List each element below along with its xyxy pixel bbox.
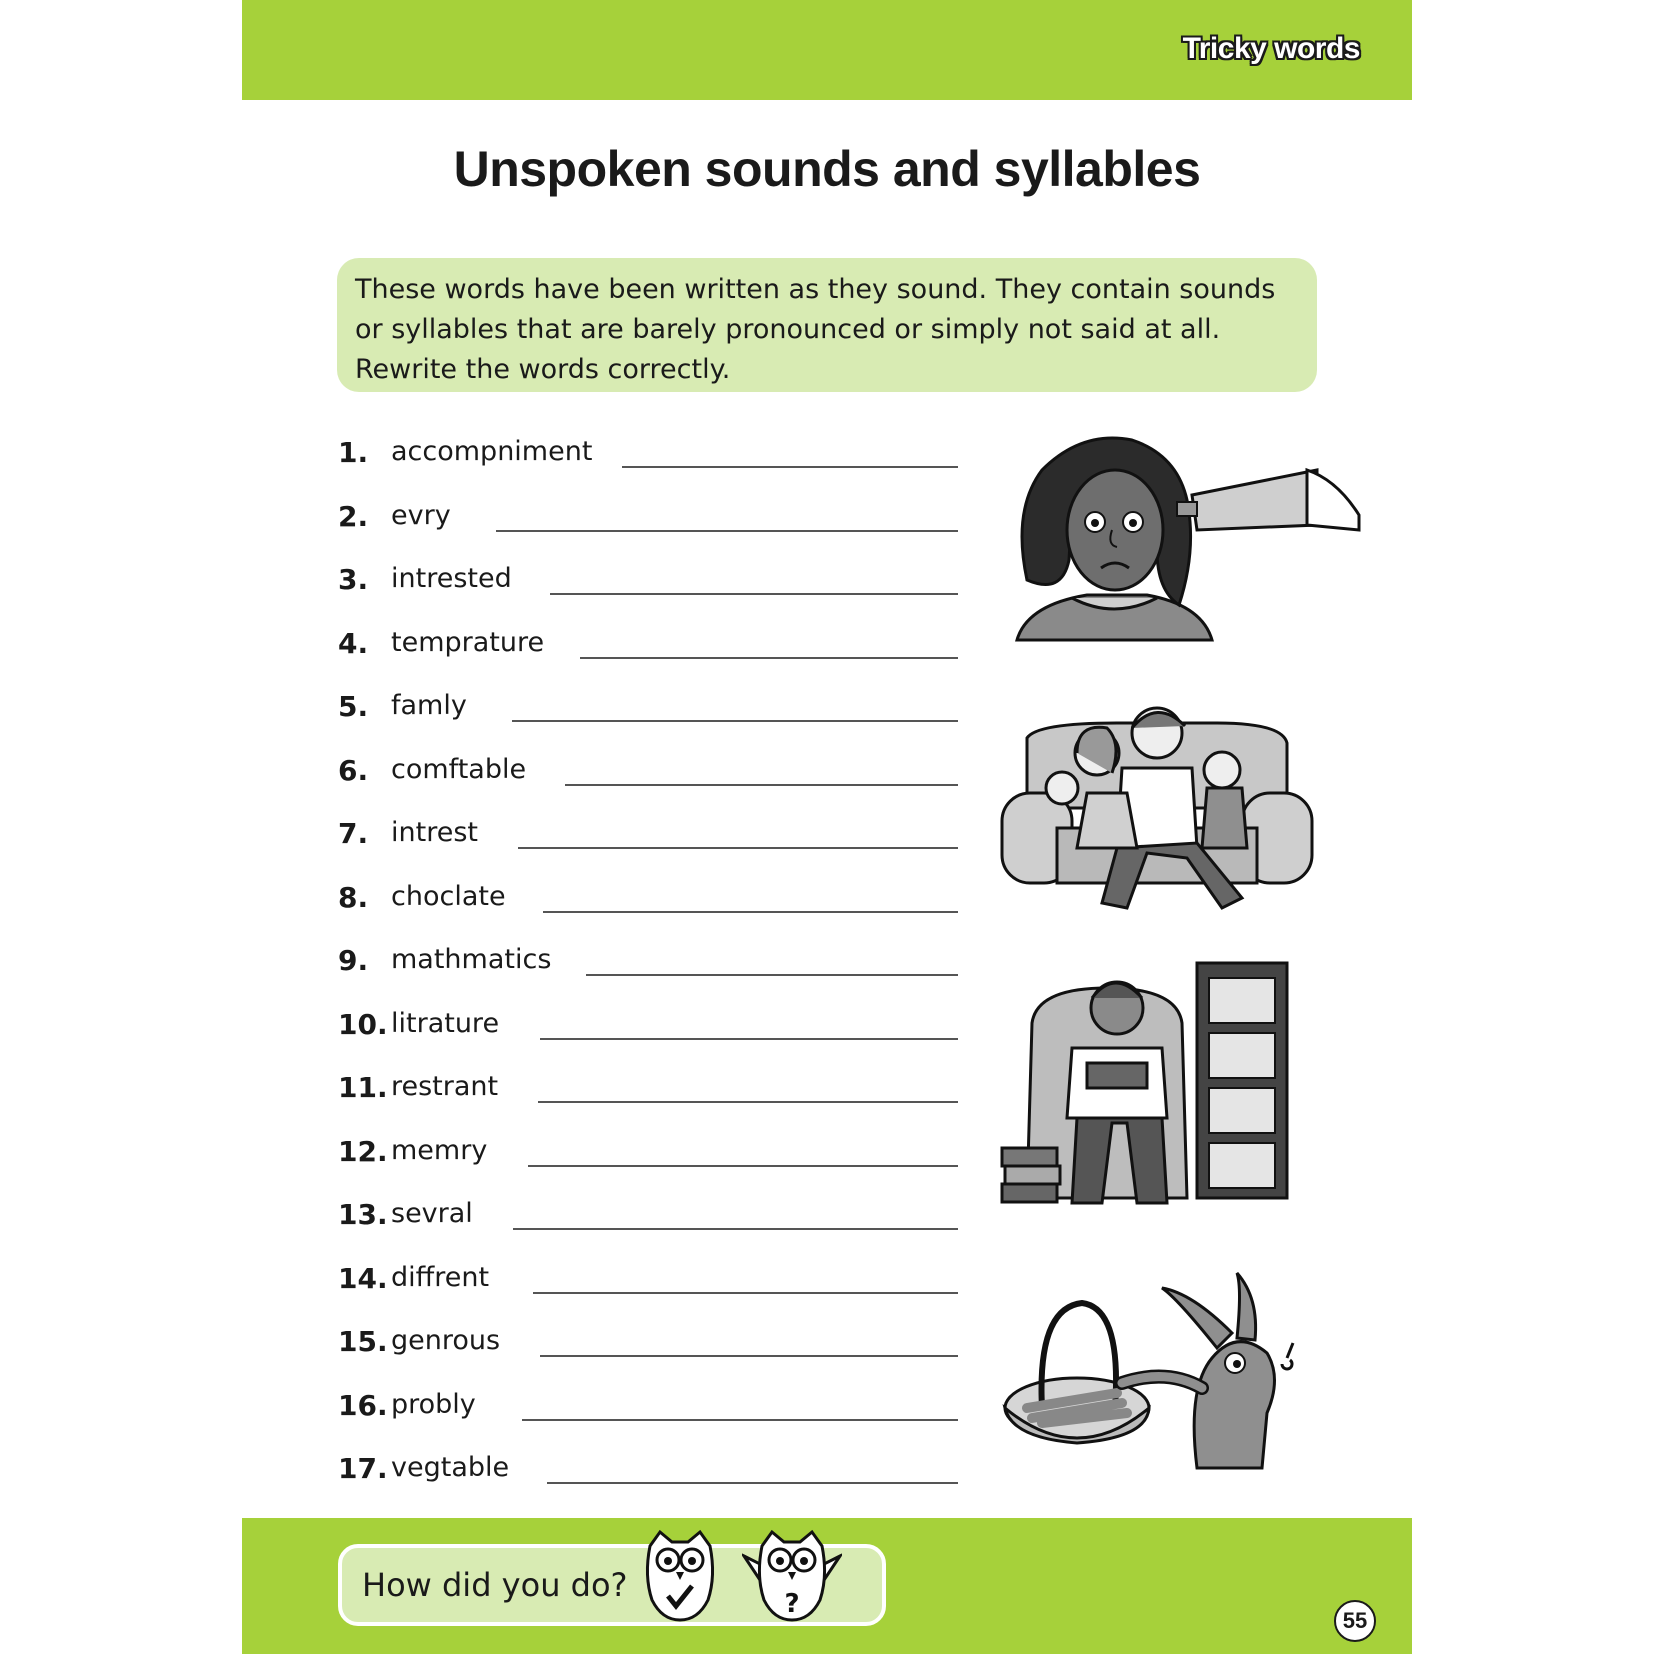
answer-line[interactable]	[496, 530, 958, 532]
answer-line[interactable]	[533, 1292, 958, 1294]
list-item	[338, 1381, 958, 1441]
self-assessment-box	[338, 1544, 886, 1626]
item-number: 9.	[338, 944, 369, 977]
list-item	[338, 1317, 958, 1377]
answer-line[interactable]	[547, 1482, 958, 1484]
misspelled-word: diffrent	[391, 1261, 490, 1293]
list-item	[338, 809, 958, 869]
answer-line[interactable]	[540, 1038, 958, 1040]
answer-line[interactable]	[550, 593, 958, 595]
misspelled-word: litrature	[391, 1007, 500, 1039]
list-item	[338, 1444, 958, 1504]
item-number: 8.	[338, 880, 369, 914]
footer-band	[242, 1518, 1412, 1654]
list-item	[338, 1063, 958, 1123]
answer-line[interactable]	[622, 466, 958, 468]
item-number: 4.	[338, 626, 369, 660]
answer-line[interactable]	[513, 1228, 958, 1230]
item-number: 15.	[338, 1325, 388, 1358]
item-number: 7.	[338, 817, 369, 850]
answer-line[interactable]	[565, 784, 958, 786]
answer-line[interactable]	[522, 1419, 958, 1421]
item-number: 2.	[338, 499, 369, 533]
list-item	[338, 555, 958, 615]
owl-check-icon[interactable]	[642, 1526, 718, 1622]
item-number: 12.	[338, 1134, 388, 1168]
svg-text:?: ?	[784, 1589, 800, 1619]
misspelled-word: genrous	[391, 1325, 501, 1356]
owl-question-icon[interactable]	[742, 1526, 842, 1622]
list-item	[338, 428, 958, 488]
item-number: 11.	[338, 1071, 388, 1104]
misspelled-word: temprature	[391, 626, 545, 658]
answer-line[interactable]	[512, 720, 958, 722]
instructions-box: These words have been written as they sound. They contain sounds or syllables that are barely pronounced or simply not said at all. Rewrite the words correctly.	[337, 258, 1317, 392]
answer-line[interactable]	[538, 1101, 958, 1103]
section-tag: Tricky words	[1182, 32, 1360, 65]
list-item	[338, 873, 958, 933]
answer-line[interactable]	[580, 657, 958, 659]
item-number: 17.	[338, 1452, 388, 1485]
list-item	[338, 682, 958, 742]
progress-label: How did you do?	[362, 1566, 628, 1604]
misspelled-word: memry	[391, 1134, 488, 1166]
misspelled-word: restrant	[391, 1071, 499, 1102]
answer-line[interactable]	[586, 974, 958, 976]
misspelled-word: famly	[391, 690, 467, 721]
list-item	[338, 936, 958, 996]
worksheet-page	[242, 0, 1412, 1654]
misspelled-word: intrest	[391, 817, 478, 848]
item-number: 3.	[338, 563, 369, 596]
sick-girl-thermometer-illustration	[1007, 430, 1567, 660]
list-item	[338, 1000, 958, 1060]
header-band	[242, 0, 1412, 100]
misspelled-word: intrested	[391, 563, 512, 594]
item-number: 13.	[338, 1198, 388, 1231]
misspelled-word: sevral	[391, 1198, 473, 1229]
misspelled-word: choclate	[391, 880, 506, 912]
item-number: 14.	[338, 1261, 388, 1295]
misspelled-word: evry	[391, 499, 451, 531]
family-on-sofa-illustration	[997, 698, 1317, 918]
misspelled-word: mathmatics	[391, 944, 552, 975]
answer-line[interactable]	[528, 1165, 958, 1167]
answer-line[interactable]	[543, 911, 958, 913]
answer-line[interactable]	[540, 1355, 958, 1357]
misspelled-word: probly	[391, 1388, 476, 1420]
item-number: 16.	[338, 1388, 388, 1422]
list-item	[338, 1190, 958, 1250]
item-number: 10.	[338, 1007, 388, 1041]
list-item	[338, 1127, 958, 1187]
list-item	[338, 746, 958, 806]
misspelled-word: accompniment	[391, 436, 593, 467]
answer-line[interactable]	[518, 847, 958, 849]
page-title: Unspoken sounds and syllables	[453, 141, 1201, 197]
item-number: 5.	[338, 690, 369, 723]
misspelled-word: comftable	[391, 753, 527, 785]
rabbit-carrot-basket-illustration	[997, 1268, 1317, 1478]
list-item	[338, 1254, 958, 1314]
page-number: 55	[1334, 1600, 1376, 1642]
item-number: 1.	[338, 436, 369, 469]
list-item	[338, 492, 958, 552]
item-number: 6.	[338, 753, 369, 787]
list-item	[338, 619, 958, 679]
man-reading-bookshelf-illustration	[997, 958, 1307, 1218]
misspelled-word: vegtable	[391, 1452, 510, 1483]
